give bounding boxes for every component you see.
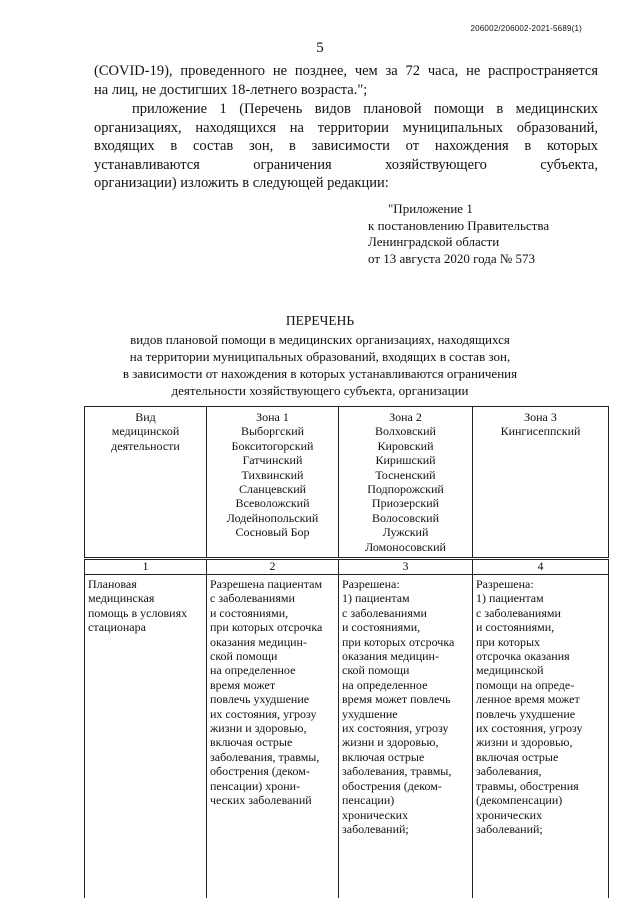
header-cell-activity [85,407,207,559]
header-cell-zone-2 [339,407,473,559]
cell-line: включая острые [476,749,559,764]
cell-line: их состояния, угрозу [476,721,583,736]
cell-line: Гатчинский [242,453,303,468]
cell-line: помощи на опреде- [476,677,575,692]
table-header-row [85,407,609,559]
cell-line: их состояния, угрозу [210,706,317,721]
cell-line: с заболеваниями [476,605,561,620]
cell-line: Сосновый Бор [235,525,310,540]
text-line: на лиц, не достигших 18-летнего возраста."; [94,81,368,98]
cell-line: 1) пациентам [342,591,410,606]
text-line: организации) изложить в следующей редакции: [94,175,389,191]
column-number: 4 [473,559,609,575]
appendix-reference [368,201,549,267]
header-cell-zone-3 [473,407,609,559]
cell-line: и состояниями, [210,605,289,620]
text-line: приложение 1 (Перечень видов плановой помощи в медицинских [132,101,598,117]
cell-line: (декомпенсации) [476,793,563,808]
cell-line: деятельности [111,438,180,453]
cell-line: медицинской [111,424,180,439]
cell-zone-2-rule [339,575,473,899]
cell-line: Зона 3 [524,410,557,424]
cell-zone-1-rule [207,575,339,899]
cell-line: оказания медицин- [342,649,439,664]
column-number: 3 [339,559,473,575]
page-number: 5 [316,40,324,56]
cell-line: Кингисеппский [500,424,581,439]
cell-line: ческих заболеваний [210,793,312,808]
appendix-line: "Приложение 1 [388,201,473,216]
cell-line: оказания медицин- [210,634,307,649]
text-line: организациях, находящихся на территории муниципальных образований, [94,119,598,136]
appendix-line: от 13 августа 2020 года № 573 [368,250,536,266]
cell-line: обострения (деком- [342,778,442,793]
text-line: входящих в состав зон, в зависимости от нахождения в которых [94,138,598,154]
cell-line: время может [210,677,276,692]
cell-line: 1) пациентам [476,591,544,606]
appendix-line: к постановлению Правительства [368,217,550,233]
cell-line: Разрешена: [476,577,534,591]
cell-line: при которых отсрочка [210,620,323,635]
cell-line: отсрочка оказания [476,649,570,664]
cell-activity-type [85,575,207,899]
cell-line: Лужский [382,525,429,540]
list-title: ПЕРЕЧЕНЬ [285,313,355,328]
cell-line: хронических [342,807,409,822]
cell-line: Ломоносовский [365,539,446,554]
cell-line: заболеваний; [342,821,409,836]
cell-line: Плановая [88,577,137,591]
column-number: 1 [85,559,207,575]
cell-line: заболевания, [476,764,542,779]
cell-line: их состояния, угрозу [342,721,449,736]
cell-line: с заболеваниями [210,591,295,606]
cell-line: повлечь ухудшение [476,706,576,721]
cell-line: Приозерский [371,496,440,511]
cell-line: Зона 2 [389,410,422,424]
cell-line: помощь в условиях [88,605,188,620]
cell-line: жизни и здоровью, [476,735,573,750]
cell-line: Кировский [377,438,434,453]
document-id: 206002/206002-2021-5689(1) [470,24,582,33]
cell-line: жизни и здоровью, [210,721,307,736]
cell-line: Зона 1 [256,410,289,424]
cell-line: Всеволожский [235,496,310,511]
table-row-inpatient [85,575,609,899]
paragraph-appendix-amendment [94,100,598,193]
cell-line: ской помощи [210,649,278,664]
cell-line: заболевания, травмы, [342,764,452,779]
cell-line: Выборгский [240,424,305,439]
cell-line: с заболеваниями [342,605,427,620]
appendix-line: Ленинградской области [368,234,500,249]
cell-line: на определенное [210,663,296,678]
cell-line: время может повлечь [342,692,451,707]
cell-line: Тихвинский [241,467,304,482]
cell-line: травмы, обострения [476,778,579,793]
cell-line: медицинской [476,663,544,678]
cell-line: Разрешена: [342,577,400,591]
cell-line: Бокситогорский [231,438,314,453]
cell-line: пенсации) хрони- [210,778,301,793]
subtitle-line: в зависимости от нахождения в которых устанавливаются ограничения [122,366,518,381]
table-number-row [85,559,609,575]
cell-line: Подпорожский [367,482,444,497]
subtitle-line: на территории муниципальных образований, входящих в состав зон, [129,349,511,364]
cell-line: повлечь ухудшение [210,692,310,707]
subtitle-line: деятельности хозяйствующего субъекта, организации [171,383,469,398]
list-subtitle [0,331,640,399]
column-number: 2 [207,559,339,575]
cell-line: и состояниями, [342,620,421,635]
cell-line: Тосненский [375,467,436,482]
cell-line: стационара [88,620,146,635]
cell-line: Вид [135,410,156,424]
cell-zone-3-rule [473,575,609,899]
text-line: (COVID-19), проведенного не позднее, чем за 72 часа, не распространяется [94,63,598,79]
cell-line: при которых [476,634,541,649]
header-cell-zone-1 [207,407,339,559]
zones-table [84,406,609,898]
cell-line: заболевания, травмы, [210,749,320,764]
cell-line: при которых отсрочка [342,634,455,649]
cell-line: обострения (деком- [210,764,310,779]
cell-line: Разрешена пациентам [210,577,323,591]
cell-line: и состояниями, [476,620,555,635]
cell-line: на определенное [342,677,428,692]
cell-line: включая острые [210,735,293,750]
cell-line: Лодейнопольский [226,510,319,525]
cell-line: ской помощи [342,663,410,678]
cell-line: ленное время может [476,692,580,707]
cell-line: хронических [476,807,543,822]
cell-line: Киришский [375,453,436,468]
cell-line: заболеваний; [476,821,543,836]
cell-line: ухудшение [342,706,398,721]
cell-line: пенсации) [342,793,395,808]
cell-line: медицинская [88,591,155,606]
cell-line: Волосовский [371,510,440,525]
cell-line: Сланцевский [238,482,307,497]
paragraph-covid-clause [94,62,598,99]
cell-line: жизни и здоровью, [342,735,439,750]
text-line: устанавливаются ограничения хозяйствующего субъекта, [94,156,598,173]
subtitle-line: видов плановой помощи в медицинских организациях, находящихся [130,332,510,347]
cell-line: включая острые [342,749,425,764]
cell-line: Волховский [375,424,436,439]
